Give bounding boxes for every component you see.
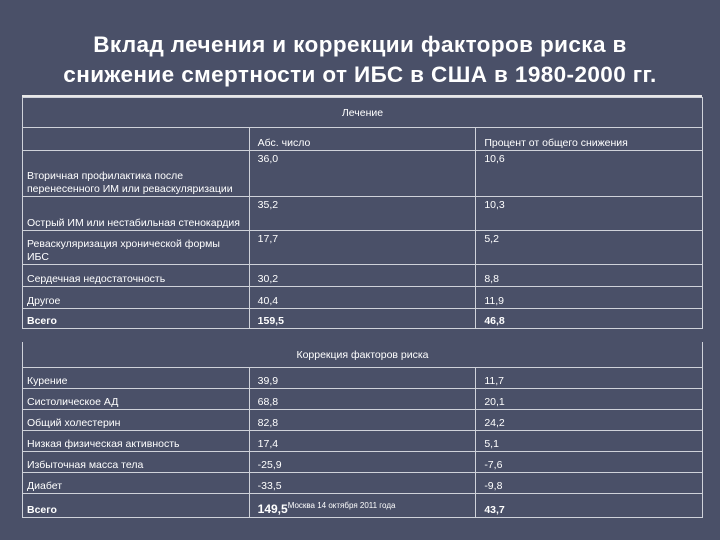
table-row: [23, 473, 703, 494]
footnote-date: Москва 14 октября 2011 года: [287, 500, 396, 510]
row-abs-cell: [249, 494, 476, 518]
table-row: [23, 452, 703, 473]
col-header-pct: Процент от общего снижения: [476, 128, 703, 151]
row-name: Курение: [23, 368, 250, 389]
row-abs: 35,2: [249, 197, 476, 231]
table-row: [23, 389, 703, 410]
row-name: Избыточная масса тела: [23, 452, 250, 473]
row-name: Острый ИМ или нестабильная стенокардия: [23, 197, 250, 231]
col-header-abs: Абс. число: [249, 128, 476, 151]
row-abs: 68,8: [249, 389, 476, 410]
row-pct: 46,8: [476, 309, 703, 329]
row-name: Всего: [23, 494, 250, 518]
row-pct-highlight: 5,1: [476, 431, 703, 452]
treatment-table: [22, 97, 703, 329]
row-name: Сердечная недостаточность: [23, 265, 250, 287]
row-name: Систолическое АД: [23, 389, 250, 410]
risk-factor-table: [22, 342, 703, 518]
row-abs: -33,5: [249, 473, 476, 494]
row-pct: 11,9: [476, 287, 703, 309]
row-abs: -25,9: [249, 452, 476, 473]
slide-title: [0, 30, 720, 90]
row-name: Реваскуляризация хронической формы ИБС: [23, 231, 250, 265]
row-abs: 39,9: [249, 368, 476, 389]
row-abs: 30,2: [249, 265, 476, 287]
table-row-total: [23, 309, 703, 329]
table-row: [23, 410, 703, 431]
row-pct: -7,6: [476, 452, 703, 473]
row-name: Диабет: [23, 473, 250, 494]
table-row: [23, 197, 703, 231]
row-name: Всего: [23, 309, 250, 329]
row-pct: 43,7: [476, 494, 703, 518]
col-header-name: [23, 128, 250, 151]
row-name: Общий холестерин: [23, 410, 250, 431]
row-abs: 149,5: [257, 501, 288, 516]
title-line-2: снижение смертности от ИБС в США в 1980-2000 гг.: [63, 62, 657, 87]
row-abs: 82,8: [249, 410, 476, 431]
row-name: Низкая физическая активность: [23, 431, 250, 452]
section-label-treatment: Лечение: [23, 98, 703, 128]
section-label-risk-factors: Коррекция факторов риска: [23, 342, 703, 368]
row-abs: 17,7: [249, 231, 476, 265]
table-row: [23, 431, 703, 452]
table-row: [23, 151, 703, 197]
table-row: [23, 287, 703, 309]
row-abs: 40,4: [249, 287, 476, 309]
row-abs: 36,0: [249, 151, 476, 197]
row-abs: 159,5: [249, 309, 476, 329]
row-name: Вторичная профилактика после перенесенного ИМ или реваскуляризации: [23, 151, 250, 197]
table-row-total: [23, 494, 703, 518]
row-pct-highlight: 5,2: [476, 231, 703, 265]
row-pct: 24,2: [476, 410, 703, 431]
row-pct: 10,3: [476, 197, 703, 231]
row-pct: 20,1: [476, 389, 703, 410]
row-pct: 11,7: [476, 368, 703, 389]
row-pct: -9,8: [476, 473, 703, 494]
table-row: [23, 231, 703, 265]
row-pct: 10,6: [476, 151, 703, 197]
row-pct: 8,8: [476, 265, 703, 287]
row-abs: 17,4: [249, 431, 476, 452]
table-row: [23, 265, 703, 287]
title-line-1: Вклад лечения и коррекции факторов риска в: [93, 32, 627, 57]
table-row: [23, 368, 703, 389]
row-name: Другое: [23, 287, 250, 309]
